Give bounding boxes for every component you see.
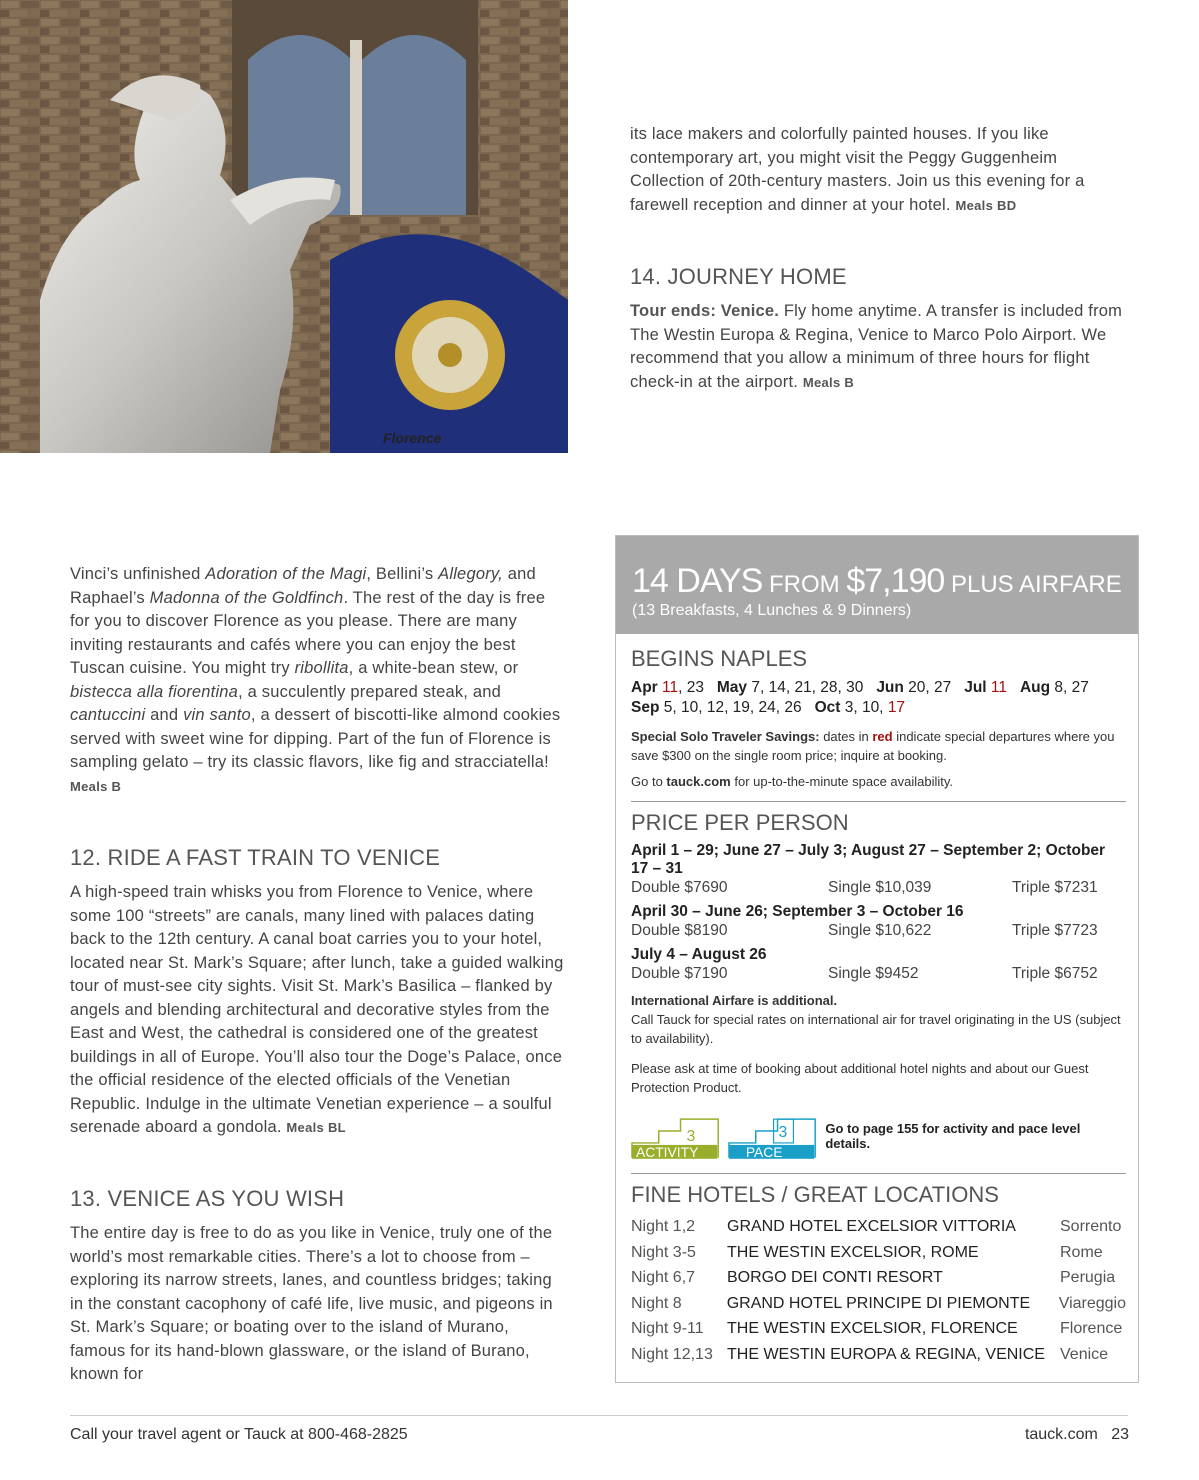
price-period: April 1 – 29; June 27 – July 3; August 27 – September 2; October 17 – 31 (631, 842, 1106, 877)
artwork-title: Allegory, (438, 565, 503, 583)
hotels-title: FINE HOTELS / GREAT LOCATIONS (631, 1182, 999, 1207)
dish-name: vin santo (183, 706, 251, 724)
begins-title: BEGINS NAPLES (631, 646, 808, 671)
date-list: 5, 10, 12, 19, 24, 26 (659, 699, 802, 716)
included-meals: (13 Breakfasts, 4 Lunches & 9 Dinners) (632, 602, 912, 619)
day14-title: 14. JOURNEY HOME (630, 264, 847, 289)
text-span: Go to (631, 774, 667, 789)
single-price: Single $10,622 (828, 922, 932, 939)
hotel-nights: Night 3-5 (631, 1243, 696, 1261)
footer-contact: Call your travel agent or Tauck at 800-468-2825 (70, 1426, 408, 1443)
hotel-city: Perugia (1060, 1269, 1116, 1286)
pace-label: PACE (746, 1143, 783, 1159)
month-label: Sep (631, 699, 660, 716)
hotel-nights: Night 1,2 (631, 1218, 696, 1235)
month-label: May (716, 679, 748, 696)
price-period: July 4 – August 26 (631, 946, 767, 963)
day12-section (70, 845, 566, 1140)
text-span: and Raphael’s (70, 565, 536, 607)
hotel-row (631, 1291, 1126, 1317)
hotel-list (631, 1214, 1126, 1367)
level-details-note: Go to page 155 for activity and pace level details. (825, 1121, 1081, 1151)
month-label: Jun (876, 679, 904, 696)
meals-code: Meals B (802, 374, 855, 390)
footer-divider (70, 1415, 1128, 1416)
date-list: 7, 14, 21, 28, 30 (747, 679, 864, 696)
day12-title: 12. RIDE A FAST TRAIN TO VENICE (70, 845, 441, 870)
text-span: indicate special departures where you save $300 on the single room price; inquire at booking. (631, 729, 1115, 763)
price-period: April 30 – June 26; September 3 – October 16 (631, 903, 964, 920)
day11-continuation (70, 563, 566, 798)
day13-section (70, 1186, 566, 1387)
hotel-name: THE WESTIN EXCELSIOR, FLORENCE (727, 1320, 1018, 1337)
special-date: 17 (887, 699, 906, 716)
departure-dates (631, 678, 1126, 718)
divider (631, 1173, 1126, 1174)
airfare-label: International Airfare is additional. (631, 993, 838, 1008)
page-number: 23 (1111, 1426, 1129, 1443)
date-list: 20, 27 (903, 679, 952, 696)
text-span: for up-to-the-minute space availability. (730, 774, 954, 789)
tour-duration: 14 DAYS (632, 562, 763, 600)
day14-lead: Tour ends: Venice. (630, 302, 780, 320)
hotel-name: GRAND HOTEL PRINCIPE DI PIEMONTE (726, 1294, 1031, 1312)
footer-right (1025, 1426, 1129, 1444)
single-price: Single $10,039 (828, 879, 932, 896)
special-date: 11 (662, 679, 679, 696)
david-statue-illustration (0, 0, 568, 453)
special-date: 11 (990, 679, 1008, 696)
tour-price-header (616, 536, 1138, 634)
hotel-nights: Night 9-11 (631, 1320, 704, 1337)
activity-level-icon (631, 1113, 720, 1159)
hotel-nights: Night 8 (631, 1294, 682, 1312)
meals-code: Meals BD (955, 197, 1017, 213)
airfare-note (631, 991, 1126, 1048)
single-price: Single $9452 (828, 965, 919, 982)
dish-name: cantuccini (70, 706, 146, 724)
hotel-row (631, 1240, 1126, 1266)
hotel-row (631, 1342, 1126, 1368)
airfare-label: PLUS AIRFARE (944, 571, 1122, 598)
triple-price: Triple $7231 (1012, 879, 1098, 896)
day14-text: Fly home anytime. A transfer is included from The Westin Europa & Regina, Venice to Marco Polo Airport. We recommend that you allow a minimum of three hours for flight check-in at the airport. (630, 302, 1123, 391)
activity-label: ACTIVITY (635, 1143, 699, 1159)
price-row (631, 964, 1126, 983)
triple-price: Triple $6752 (1012, 965, 1098, 982)
photo-caption: Florence (383, 430, 442, 446)
date-list: 8, 27 (1050, 679, 1089, 696)
text-span: and (145, 706, 184, 724)
text-span: , a white-bean stew, or (348, 659, 519, 677)
date-list: 3, 10, (840, 699, 888, 716)
airfare-text: Call Tauck for special rates on international air for travel originating in the US (subject to availability). (631, 1012, 1121, 1046)
red-word: red (872, 729, 893, 744)
price-row (631, 878, 1126, 897)
day14-section (630, 264, 1130, 394)
hotel-city: Venice (1060, 1345, 1109, 1363)
hotel-name: THE WESTIN EXCELSIOR, ROME (727, 1243, 979, 1261)
day13-text: The entire day is free to do as you like in Venice, truly one of the world’s most remarkable cities. There’s a lot to choose from – exploring its narrow streets, lanes, and countless bridges; taking in the constant cacophony of café life, live music, and pigeons in St. Mark’s Square; or boating over to the island of Murano, famous for its hand-blown glassware, or the island of Burano, known for (70, 1224, 553, 1383)
dish-name: ribollita (294, 659, 349, 677)
availability-note (631, 772, 1126, 791)
text-span: dates in (819, 729, 873, 744)
hotel-name: GRAND HOTEL EXCELSIOR VITTORIA (727, 1218, 1016, 1235)
hotel-nights: Night 6,7 (631, 1269, 696, 1286)
hotel-city: Viareggio (1058, 1294, 1126, 1312)
day13-continuation (630, 123, 1130, 217)
protection-note: Please ask at time of booking about additional hotel nights and about our Guest Protection Product. (631, 1061, 1089, 1095)
price-title: PRICE PER PERSON (631, 810, 849, 835)
artwork-title: Madonna of the Goldfinch (149, 588, 344, 607)
from-label: FROM (762, 571, 847, 598)
meals-code: Meals B (70, 778, 122, 794)
month-label: Jul (964, 679, 987, 696)
day12-text: A high-speed train whisks you from Florence to Venice, where some 100 “streets” are canals, many lined with palaces dating back to the 12th century. A canal boat carries you to your hotel, located near St. Mark’s Square; after lunch, take a guided walking tour of must-see city sights. Visit St. Mark’s Basilica – flanked by angels and blending architectural and decorative styles from the East and West, the cathedral is considered one of the greatest buildings in all of Europe. You’ll also tour the Doge’s Palace, once the official residence of the elected officials of the Venetian Republic. Indulge in the ultimate Venetian experience – a soulful serenade aboard a gondola. (70, 883, 564, 1136)
price-row (631, 921, 1126, 940)
artwork-title: Adoration of the Magi (205, 565, 367, 583)
solo-savings-label: Special Solo Traveler Savings: (631, 729, 820, 744)
triple-price: Triple $7723 (1012, 922, 1098, 939)
text-span: Vinci’s unfinished (70, 565, 206, 583)
activity-number: 3 (686, 1127, 696, 1145)
month-label: Aug (1019, 679, 1051, 696)
footer-site-link[interactable]: tauck.com (1024, 1426, 1098, 1443)
divider (631, 801, 1126, 802)
dish-name: bistecca alla fiorentina (70, 682, 239, 701)
text-span: . The rest of the day is free for you to discover Florence as you please. There are many inviting restaurants and cafés where you can enjoy the best Tuscan cuisine. You might try (70, 588, 546, 677)
text-span: , a dessert of biscotti-like almond cookies served with sweet wine for dipping. Part of the fun of Florence is sampling gelato – try its classic flavors, like fig and stracciatella! (70, 706, 561, 771)
hotel-city: Sorrento (1060, 1218, 1122, 1235)
double-price: Double $7690 (631, 879, 728, 896)
month-label: Oct (814, 699, 841, 716)
pace-level-icon (728, 1113, 817, 1159)
tour-price: $7,190 (846, 562, 945, 600)
text-span: , Bellini’s (366, 565, 439, 583)
hotel-name: THE WESTIN EUROPA & REGINA, VENICE (727, 1345, 1045, 1363)
hotel-city: Rome (1060, 1243, 1103, 1261)
florence-photo (0, 0, 568, 453)
month-label: Apr (631, 679, 658, 696)
hotel-city: Florence (1060, 1320, 1123, 1337)
price-table (631, 842, 1126, 983)
hotel-nights: Night 12,13 (631, 1345, 713, 1363)
date-list: , 23 (678, 679, 704, 696)
hotel-name: BORGO DEI CONTI RESORT (727, 1269, 943, 1286)
level-indicators (631, 1111, 1126, 1161)
pace-number: 3 (778, 1123, 788, 1141)
tour-info-box (615, 535, 1139, 1383)
double-price: Double $7190 (631, 965, 728, 982)
day13-title: 13. VENICE AS YOU WISH (70, 1186, 345, 1211)
hotel-row (631, 1214, 1126, 1240)
text-span: , a succulently prepared steak, and (238, 682, 501, 701)
tauck-link[interactable]: tauck.com (666, 774, 731, 789)
hotel-row (631, 1316, 1126, 1342)
double-price: Double $8190 (631, 922, 728, 939)
solo-savings-note (631, 727, 1126, 765)
continuation-text: its lace makers and colorfully painted houses. If you like contemporary art, you might visit the Peggy Guggenheim Collection of 20th-century masters. Join us this evening for a farewell reception and dinner at your hotel. (630, 125, 1085, 214)
hotel-row (631, 1265, 1126, 1291)
meals-code: Meals BL (286, 1120, 346, 1135)
